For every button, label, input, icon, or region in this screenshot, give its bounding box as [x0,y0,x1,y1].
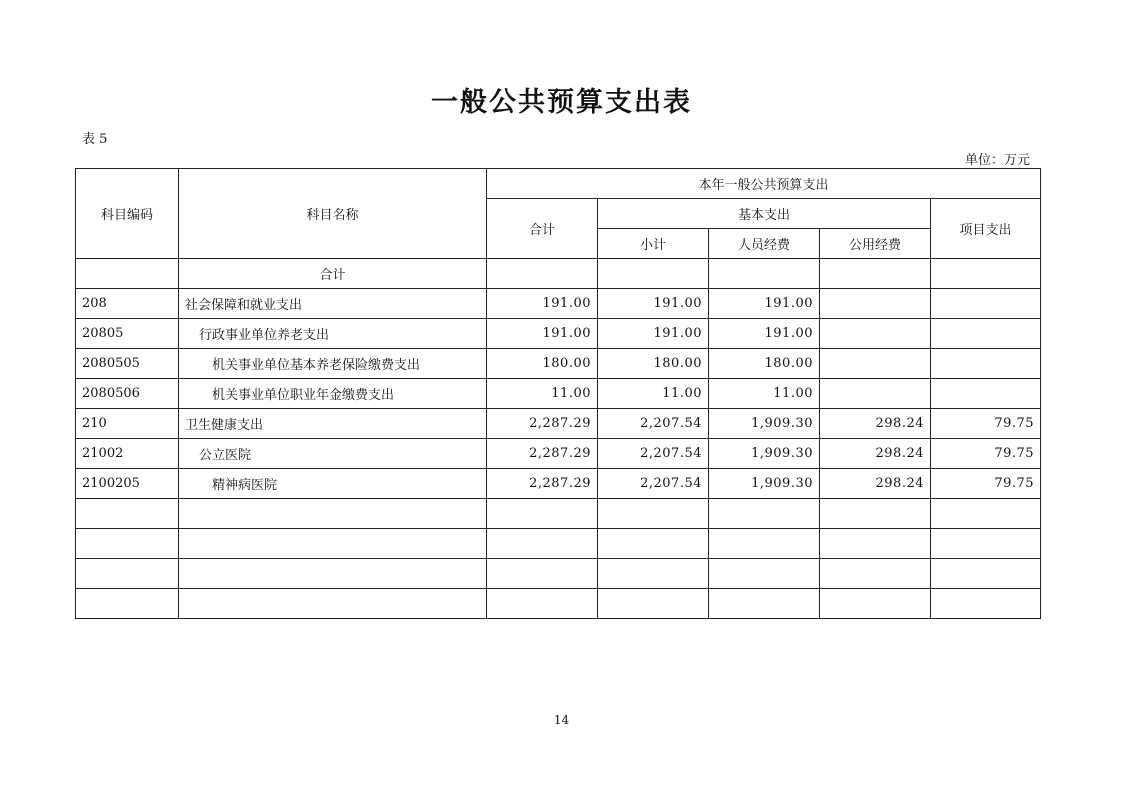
cell-personnel: 1,909.30 [709,439,820,469]
cell-personnel [709,529,820,559]
cell-name [179,499,487,529]
cell-project [931,559,1041,589]
cell-project: 79.75 [931,439,1041,469]
cell-public: 298.24 [820,439,931,469]
header-project: 项目支出 [931,199,1041,259]
cell-project: 79.75 [931,409,1041,439]
cell-code [76,589,179,619]
table-row [76,439,1041,469]
unit-label: 单位：万元 [964,153,1030,168]
cell-total: 2,287.29 [487,409,598,439]
table-row [76,289,1041,319]
cell-code [76,559,179,589]
cell-subtotal: 2,207.54 [598,439,709,469]
table-number: 表 5 [82,132,108,147]
cell-subtotal [598,499,709,529]
table-row [76,589,1041,619]
cell-name: 卫生健康支出 [179,409,487,439]
table-row [76,409,1041,439]
cell-code: 210 [76,409,179,439]
cell-public [820,319,931,349]
cell-code [76,259,179,289]
cell-code: 2080506 [76,379,179,409]
cell-public [820,379,931,409]
cell-total [487,499,598,529]
table-row [76,469,1041,499]
table-row [76,559,1041,589]
cell-total: 191.00 [487,289,598,319]
cell-public [820,499,931,529]
cell-project [931,289,1041,319]
header-basic: 基本支出 [598,199,931,229]
cell-project [931,499,1041,529]
header-personnel: 人员经费 [709,229,820,259]
cell-total [487,559,598,589]
cell-personnel [709,589,820,619]
cell-project [931,319,1041,349]
cell-total [487,259,598,289]
cell-subtotal [598,559,709,589]
cell-subtotal: 191.00 [598,319,709,349]
header-total: 合计 [487,199,598,259]
cell-total: 180.00 [487,349,598,379]
cell-subtotal: 191.00 [598,289,709,319]
cell-project [931,379,1041,409]
table-row [76,319,1041,349]
cell-subtotal [598,589,709,619]
cell-subtotal [598,259,709,289]
table-row [76,529,1041,559]
header-code: 科目编码 [76,169,179,259]
cell-personnel [709,259,820,289]
cell-project [931,589,1041,619]
cell-personnel [709,499,820,529]
cell-name: 社会保障和就业支出 [179,289,487,319]
cell-name: 合计 [179,259,487,289]
cell-public [820,259,931,289]
budget-table [75,168,1041,619]
cell-subtotal: 11.00 [598,379,709,409]
cell-personnel: 191.00 [709,289,820,319]
cell-project: 79.75 [931,469,1041,499]
cell-name [179,589,487,619]
cell-code: 2100205 [76,469,179,499]
cell-personnel: 1,909.30 [709,409,820,439]
cell-public: 298.24 [820,469,931,499]
page-title: 一般公共预算支出表 [431,87,692,118]
cell-name: 行政事业单位养老支出 [179,319,487,349]
header-group: 本年一般公共预算支出 [487,169,1041,199]
cell-project [931,529,1041,559]
cell-name: 精神病医院 [179,469,487,499]
cell-name [179,559,487,589]
cell-name: 公立医院 [179,439,487,469]
cell-total [487,589,598,619]
cell-project [931,259,1041,289]
cell-total [487,529,598,559]
cell-code: 208 [76,289,179,319]
cell-public [820,349,931,379]
cell-code: 2080505 [76,349,179,379]
header-name: 科目名称 [179,169,487,259]
cell-public [820,559,931,589]
cell-public: 298.24 [820,409,931,439]
cell-personnel: 11.00 [709,379,820,409]
cell-name: 机关事业单位基本养老保险缴费支出 [179,349,487,379]
cell-personnel: 180.00 [709,349,820,379]
cell-total: 191.00 [487,319,598,349]
cell-public [820,529,931,559]
cell-personnel: 1,909.30 [709,469,820,499]
cell-code [76,499,179,529]
cell-name: 机关事业单位职业年金缴费支出 [179,379,487,409]
cell-personnel: 191.00 [709,319,820,349]
cell-code: 21002 [76,439,179,469]
cell-total: 11.00 [487,379,598,409]
cell-total: 2,287.29 [487,469,598,499]
header-public: 公用经费 [820,229,931,259]
cell-subtotal: 2,207.54 [598,469,709,499]
cell-code [76,529,179,559]
table-row [76,499,1041,529]
cell-code: 20805 [76,319,179,349]
table-row [76,379,1041,409]
page-number: 14 [553,713,570,727]
cell-total: 2,287.29 [487,439,598,469]
table-row [76,349,1041,379]
cell-project [931,349,1041,379]
cell-subtotal: 180.00 [598,349,709,379]
cell-subtotal: 2,207.54 [598,409,709,439]
cell-subtotal [598,529,709,559]
table-row [76,259,1041,289]
header-subtotal: 小计 [598,229,709,259]
cell-public [820,589,931,619]
cell-public [820,289,931,319]
cell-personnel [709,559,820,589]
cell-name [179,529,487,559]
